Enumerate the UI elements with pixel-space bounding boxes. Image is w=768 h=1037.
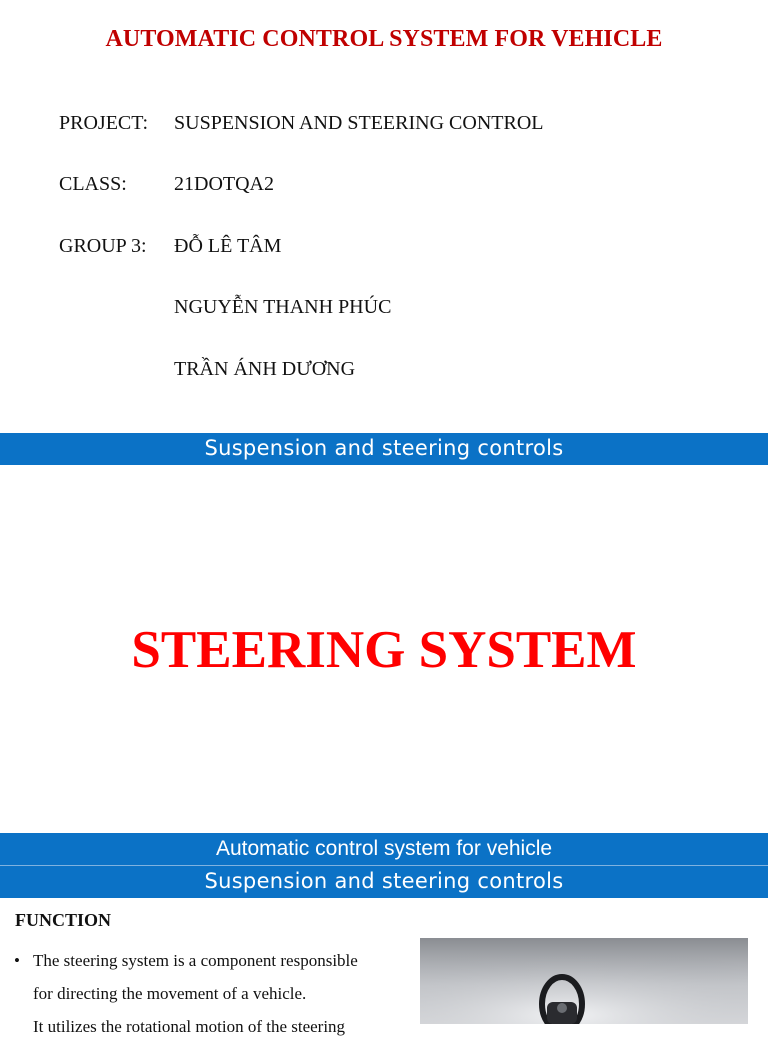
header-band-automatic-control: Automatic control system for vehicle <box>0 833 768 865</box>
header-band-suspension: Suspension and steering controls <box>0 866 768 898</box>
function-heading: FUNCTION <box>15 910 112 930</box>
group-member-2: NGUYỄN THANH PHÚC <box>174 296 392 318</box>
bullet-text-line-2: for directing the movement of a vehicle. <box>33 984 307 1003</box>
footer-band-suspension: Suspension and steering controls <box>0 433 768 465</box>
group-label: GROUP 3: <box>59 235 147 257</box>
steering-wheel-icon <box>420 938 748 1024</box>
class-value: 21DOTQA2 <box>174 173 274 195</box>
group-member-3: TRẦN ÁNH DƯƠNG <box>174 358 356 380</box>
group-member-1: ĐỖ LÊ TÂM <box>174 235 282 257</box>
bullet-icon: • <box>14 951 20 970</box>
document-title: AUTOMATIC CONTROL SYSTEM FOR VEHICLE <box>105 26 663 52</box>
bullet-text-line-3: It utilizes the rotational motion of the steering <box>33 1017 346 1036</box>
project-label: PROJECT: <box>59 112 149 134</box>
steering-wheel-image <box>420 938 748 1024</box>
class-label: CLASS: <box>59 173 127 195</box>
project-value: SUSPENSION AND STEERING CONTROL <box>174 112 544 134</box>
slide-title: STEERING SYSTEM <box>131 621 637 679</box>
bullet-text-line-1: The steering system is a component responsible <box>33 951 358 970</box>
